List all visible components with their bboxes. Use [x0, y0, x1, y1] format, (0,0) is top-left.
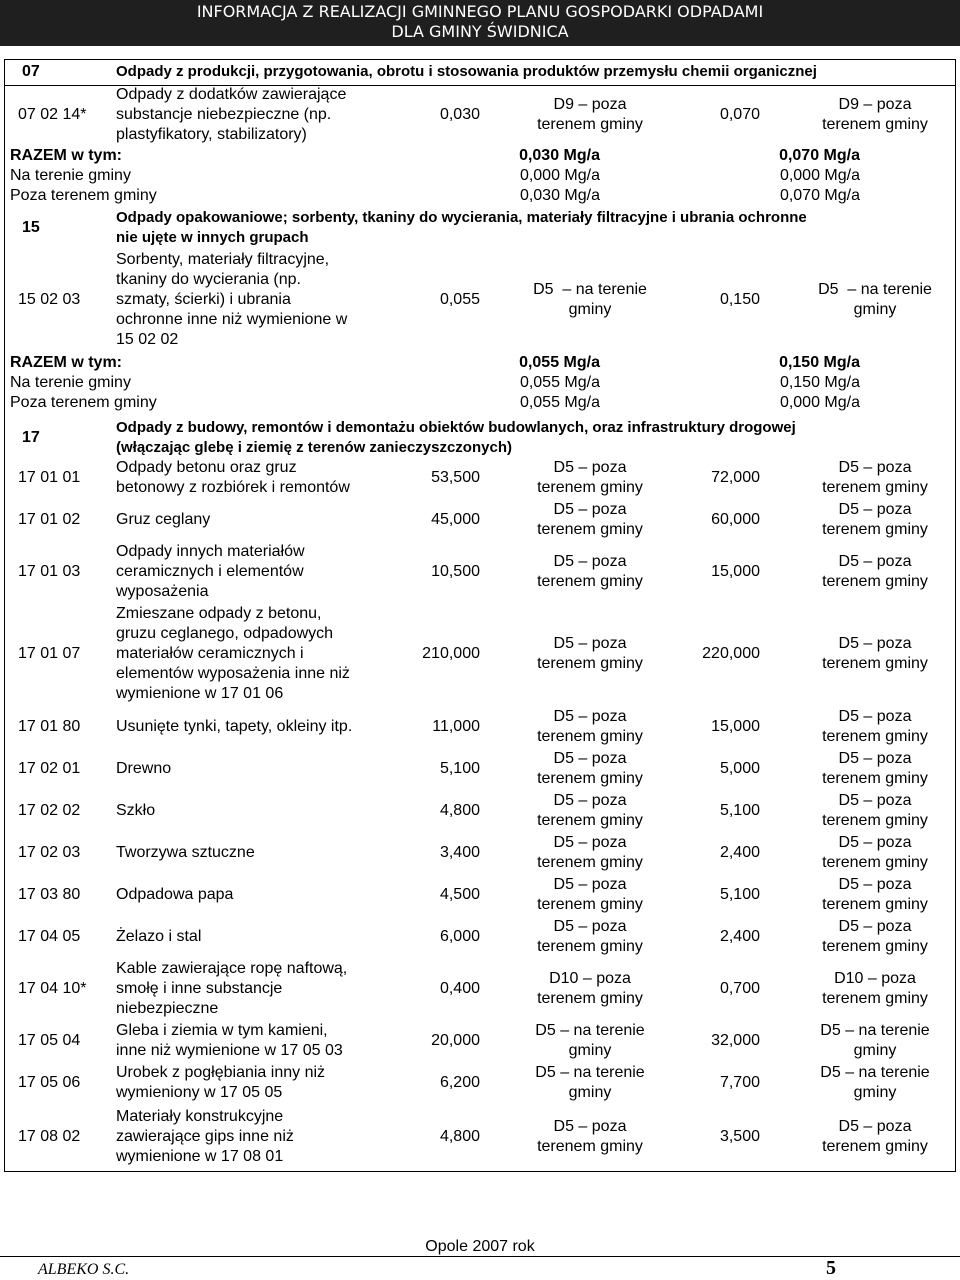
quantity-2006: 0,030 — [439, 106, 480, 123]
quantity-2007: 15,000 — [711, 563, 760, 580]
summary-value-2007: 0,150 Mg/a — [779, 354, 860, 371]
summary-value-2006: 0,000 Mg/a — [519, 167, 600, 184]
waste-code: 17 03 80 — [18, 886, 81, 903]
waste-name: substancje niebezpieczne (np. — [116, 106, 332, 123]
section-title: Odpady z produkcji, przygotowania, obrotu i stosowania produktów przemysłu chemii organicznej — [116, 63, 817, 80]
method-2006: terenem gminy — [537, 990, 643, 1007]
waste-name: wymieniony w 17 05 05 — [116, 1084, 283, 1101]
method-2006: terenem gminy — [537, 854, 643, 871]
waste-name: inne niż wymienione w 17 05 03 — [116, 1042, 343, 1059]
summary-value-2007: 0,070 Mg/a — [779, 147, 860, 164]
method-2006: terenem gminy — [537, 116, 643, 133]
method-2006: D5 – poza — [553, 834, 627, 851]
quantity-2007: 2,400 — [719, 928, 760, 945]
waste-name: Gleba i ziemia w tym kamieni, — [116, 1022, 328, 1039]
waste-name: smołę i inne substancje — [116, 980, 283, 997]
waste-name: materiałów ceramicznych i — [116, 645, 304, 662]
quantity-2007: 0,070 — [719, 106, 760, 123]
method-2006: D5 – poza — [553, 708, 627, 725]
waste-name: wyposażenia — [116, 583, 209, 600]
method-2007: D5 – poza — [838, 708, 912, 725]
quantity-2006: 11,000 — [432, 718, 480, 735]
quantity-2007: 5,100 — [719, 886, 760, 903]
method-2006: terenem gminy — [537, 938, 643, 955]
method-2006: terenem gminy — [537, 812, 643, 829]
quantity-2007: 3,500 — [719, 1128, 760, 1145]
summary-value-2006: 0,055 Mg/a — [519, 354, 600, 371]
quantity-2006: 0,055 — [439, 291, 480, 308]
section-title: Odpady opakowaniowe; sorbenty, tkaniny do wycierania, materiały filtracyjne i ubrania ochronne — [116, 209, 807, 226]
method-2007: terenem gminy — [822, 521, 928, 538]
section-code: 07 — [22, 63, 40, 80]
method-2007: terenem gminy — [822, 854, 928, 871]
method-2007: gminy — [853, 301, 897, 318]
method-2006: terenem gminy — [537, 655, 643, 672]
waste-name: ceramicznych i elementów — [116, 563, 304, 580]
method-2007: D5 – poza — [838, 553, 912, 570]
summary-value-2006: 0,030 Mg/a — [519, 187, 600, 204]
waste-name: elementów wyposażenia inne niż — [116, 665, 350, 682]
waste-name: Odpadowa papa — [116, 886, 234, 903]
method-2006: D5 – poza — [553, 792, 627, 809]
page-header — [0, 0, 960, 46]
waste-name: Odpady betonu oraz gruz — [116, 459, 297, 476]
waste-name: Kable zawierające ropę naftową, — [116, 960, 348, 977]
method-2006: D5 – poza — [553, 876, 627, 893]
method-2006: D5 – poza — [553, 750, 627, 767]
method-2006: D5 – na terenie — [535, 1064, 645, 1081]
method-2007: terenem gminy — [822, 573, 928, 590]
summary-value-2007: 0,000 Mg/a — [779, 394, 860, 411]
method-2007: D5 – poza — [838, 918, 912, 935]
method-2006: terenem gminy — [537, 896, 643, 913]
page-number: 5 — [826, 1257, 836, 1279]
waste-name: zawierające gips inne niż — [116, 1128, 294, 1145]
method-2007: gminy — [853, 1042, 897, 1059]
waste-name: gruzu ceglanego, odpadowych — [116, 625, 334, 642]
waste-code: 17 01 02 — [18, 511, 81, 528]
quantity-2006: 20,000 — [431, 1032, 480, 1049]
method-2007: D5 – poza — [838, 1118, 912, 1135]
waste-name: Zmieszane odpady z betonu, — [116, 605, 322, 622]
method-2006: gminy — [568, 301, 612, 318]
method-2007: terenem gminy — [822, 770, 928, 787]
method-2006: D9 – poza — [553, 96, 627, 113]
method-2006: terenem gminy — [537, 1138, 643, 1155]
quantity-2007: 7,700 — [719, 1074, 760, 1091]
waste-name: Gruz ceglany — [116, 511, 211, 528]
waste-name: Materiały konstrukcyjne — [116, 1108, 284, 1125]
method-2006: D5 – poza — [553, 635, 627, 652]
summary-value-2007: 0,000 Mg/a — [779, 167, 860, 184]
quantity-2007: 32,000 — [711, 1032, 760, 1049]
waste-name: Tworzywa sztuczne — [116, 844, 255, 861]
method-2006: D5 – poza — [553, 459, 627, 476]
quantity-2006: 53,500 — [431, 469, 480, 486]
method-2007: terenem gminy — [822, 990, 928, 1007]
summary-label: Na terenie gminy — [10, 167, 131, 184]
footer-date: Opole 2007 rok — [425, 1238, 535, 1255]
quantity-2007: 5,000 — [719, 760, 760, 777]
method-2006: terenem gminy — [537, 770, 643, 787]
method-2007: D10 – poza — [834, 970, 916, 987]
summary-value-2007: 0,070 Mg/a — [779, 187, 860, 204]
summary-value-2006: 0,055 Mg/a — [519, 394, 600, 411]
method-2006: terenem gminy — [537, 521, 643, 538]
waste-code: 17 01 80 — [18, 718, 81, 735]
quantity-2006: 5,100 — [439, 760, 480, 777]
waste-name: tkaniny do wycierania (np. — [116, 271, 301, 288]
waste-name: Drewno — [116, 760, 172, 777]
section-code: 17 — [22, 429, 40, 446]
section-title: Odpady z budowy, remontów i demontażu obiektów budowlanych, oraz infrastruktury drogowej — [116, 419, 796, 436]
quantity-2006: 45,000 — [431, 511, 480, 528]
summary-value-2006: 0,055 Mg/a — [519, 374, 600, 391]
waste-code: 17 04 05 — [18, 928, 81, 945]
quantity-2007: 60,000 — [711, 511, 760, 528]
quantity-2006: 4,500 — [439, 886, 480, 903]
quantity-2006: 6,200 — [439, 1074, 480, 1091]
waste-code: 17 02 01 — [18, 760, 81, 777]
method-2007: D5 – poza — [838, 792, 912, 809]
waste-name: Szkło — [116, 802, 156, 819]
quantity-2007: 15,000 — [711, 718, 760, 735]
waste-code: 17 04 10* — [18, 980, 87, 997]
method-2006: D5 – na terenie — [535, 1022, 645, 1039]
quantity-2007: 0,150 — [719, 291, 760, 308]
waste-code: 17 05 06 — [18, 1074, 81, 1091]
waste-name: wymienione w 17 08 01 — [116, 1148, 284, 1165]
quantity-2007: 220,000 — [702, 645, 760, 662]
waste-name: Sorbenty, materiały filtracyjne, — [116, 251, 330, 268]
method-2006: terenem gminy — [537, 573, 643, 590]
method-2006: gminy — [568, 1042, 612, 1059]
waste-code: 17 08 02 — [18, 1128, 81, 1145]
method-2007: D5 – poza — [838, 834, 912, 851]
header-subtitle: DLA GMINY ŚWIDNICA — [391, 22, 569, 41]
waste-code: 17 01 01 — [18, 469, 81, 486]
waste-code: 17 05 04 — [18, 1032, 81, 1049]
method-2006: D10 – poza — [549, 970, 631, 987]
waste-name: Odpady innych materiałów — [116, 543, 305, 560]
method-2007: terenem gminy — [822, 655, 928, 672]
quantity-2006: 210,000 — [422, 645, 480, 662]
method-2007: gminy — [853, 1084, 897, 1101]
waste-name: Urobek z pogłębiania inny niż — [116, 1064, 326, 1081]
footer-company: ALBEKO S.C. — [38, 1261, 130, 1278]
method-2007: terenem gminy — [822, 116, 928, 133]
summary-label: Poza terenem gminy — [10, 187, 157, 204]
summary-label: Na terenie gminy — [10, 374, 131, 391]
method-2006: D5 – na terenie — [533, 281, 647, 298]
quantity-2007: 72,000 — [711, 469, 760, 486]
waste-name: betonowy z rozbiórek i remontów — [116, 479, 350, 496]
method-2006: D5 – poza — [553, 1118, 627, 1135]
waste-name: Usunięte tynki, tapety, okleiny itp. — [116, 718, 353, 735]
method-2006: D5 – poza — [553, 918, 627, 935]
waste-name: ochronne inne niż wymienione w — [116, 311, 348, 328]
section-title: (włączając glebę i ziemię z terenów zanieczyszczonych) — [116, 439, 512, 456]
quantity-2007: 2,400 — [719, 844, 760, 861]
waste-code: 17 02 02 — [18, 802, 81, 819]
method-2007: D5 – na terenie — [818, 281, 932, 298]
method-2006: terenem gminy — [537, 728, 643, 745]
method-2006: D5 – poza — [553, 553, 627, 570]
summary-value-2006: 0,030 Mg/a — [519, 147, 600, 164]
waste-name: niebezpieczne — [116, 1000, 219, 1017]
method-2007: terenem gminy — [822, 728, 928, 745]
waste-name: 15 02 02 — [116, 331, 179, 348]
quantity-2006: 4,800 — [439, 1128, 480, 1145]
method-2007: D5 – na terenie — [820, 1022, 930, 1039]
section-code: 15 — [22, 219, 40, 236]
waste-name: wymienione w 17 01 06 — [116, 685, 284, 702]
method-2007: terenem gminy — [822, 812, 928, 829]
section-title: nie ujęte w innych grupach — [116, 229, 309, 246]
method-2007: terenem gminy — [822, 479, 928, 496]
method-2007: D5 – poza — [838, 459, 912, 476]
method-2007: terenem gminy — [822, 896, 928, 913]
waste-code: 17 01 03 — [18, 563, 81, 580]
waste-name: plastyfikatory, stabilizatory) — [116, 126, 307, 143]
method-2006: terenem gminy — [537, 479, 643, 496]
method-2007: D9 – poza — [838, 96, 912, 113]
waste-code: 17 01 07 — [18, 645, 81, 662]
quantity-2006: 10,500 — [431, 563, 480, 580]
waste-name: szmaty, ścierki) i ubrania — [116, 291, 291, 308]
header-title: INFORMACJA Z REALIZACJI GMINNEGO PLANU GOSPODARKI ODPADAMI — [196, 2, 764, 21]
waste-code: 17 02 03 — [18, 844, 81, 861]
method-2006: D5 – poza — [553, 501, 627, 518]
waste-name: Odpady z dodatków zawierające — [116, 86, 347, 103]
waste-code: 07 02 14* — [18, 106, 87, 123]
quantity-2007: 5,100 — [719, 802, 760, 819]
quantity-2006: 0,400 — [439, 980, 480, 997]
method-2006: gminy — [568, 1084, 612, 1101]
quantity-2006: 4,800 — [439, 802, 480, 819]
quantity-2007: 0,700 — [719, 980, 760, 997]
method-2007: D5 – poza — [838, 635, 912, 652]
footer-divider — [0, 1256, 960, 1257]
summary-label: RAZEM w tym: — [10, 354, 122, 371]
summary-label: RAZEM w tym: — [10, 147, 122, 164]
method-2007: D5 – poza — [838, 750, 912, 767]
method-2007: D5 – na terenie — [820, 1064, 930, 1081]
summary-value-2007: 0,150 Mg/a — [779, 374, 860, 391]
waste-code: 15 02 03 — [18, 291, 81, 308]
method-2007: D5 – poza — [838, 501, 912, 518]
summary-label: Poza terenem gminy — [10, 394, 157, 411]
waste-name: Żelazo i stal — [116, 928, 202, 945]
quantity-2006: 6,000 — [439, 928, 480, 945]
method-2007: terenem gminy — [822, 1138, 928, 1155]
quantity-2006: 3,400 — [439, 844, 480, 861]
method-2007: D5 – poza — [838, 876, 912, 893]
method-2007: terenem gminy — [822, 938, 928, 955]
